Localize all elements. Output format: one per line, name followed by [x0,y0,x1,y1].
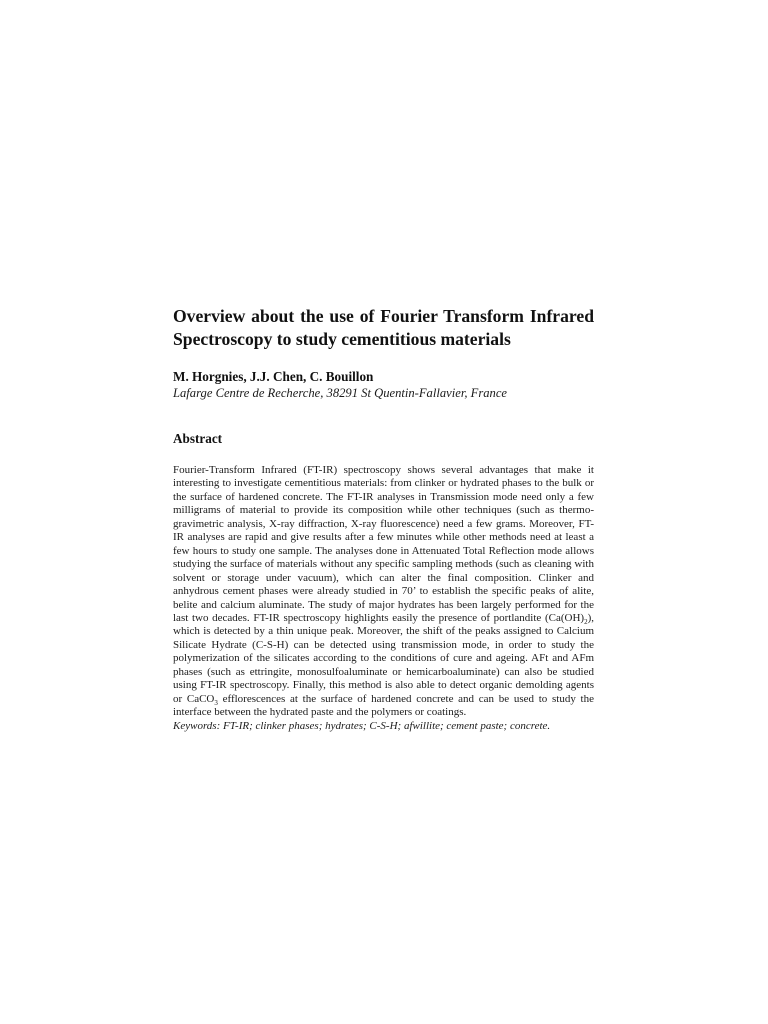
abstract-subscript-2: 2 [584,618,588,627]
keywords: Keywords: FT-IR; clinker phases; hydrates; C-S-H; afwillite; cement paste; concrete. [173,719,551,732]
paper-page [173,305,594,733]
abstract-heading: Abstract [173,431,223,446]
paper-affiliation: Lafarge Centre de Recherche, 38291 St Quentin-Fallavier, France [173,386,507,400]
paper-authors: M. Horgnies, J.J. Chen, C. Bouillon [173,369,374,384]
abstract-text [173,464,594,720]
abstract-text-part-2: ), which is detected by a thin unique peak. Moreover, the shift of the peaks assigned to Calcium Silicate Hydrate (C-S-H) can be detected using transmission mode, in order to study the polymerization of the silicates according to the conditions of cure and ageing. AFt and AFm phases (such as ettringite, monosulfoaluminate or hemicarboaluminate) can also be studied using FT-IR spectroscopy. Finally, this method is also able to detect organic demolding agents or CaCO [173,611,594,705]
paper-title: Overview about the use of Fourier Transform Infrared Spectroscopy to study cementitious materials [173,306,594,349]
abstract-text-part-1: Fourier-Transform Infrared (FT-IR) spectroscopy shows several advantages that make it interesting to investigate cementitious materials: from clinker or hydrated phases to the bulk or the surface of hardened concrete. The FT-IR analyses in Transmission mode need only a few milligrams of material to provide its composition while other techniques (such as thermo-gravimetric analysis, X-ray diffraction, X-ray fluorescence) need a few grams. Moreover, FT-IR analyses are rapid and give results after a few minutes while other methods need at least a few hours to study one sample. The analyses done in Attenuated Total Reflection mode allows studying the surface of materials without any specific sampling methods (such as cleaning with solvent or storage under vacuum), which can alter the final composition. Clinker and anhydrous cement phases were already studied in 70’ to establish the specific peaks of alite, belite and calcium aluminate. The study of major hydrates has been largely performed for the last two decades. FT-IR spectroscopy highlights easily the presence of portlandite (Ca(OH) [173,464,594,624]
abstract-subscript-3: 3 [214,698,218,707]
abstract-text-part-3: efflorescences at the surface of hardened concrete and can be used to study the interface between the hydrated paste and the polymers or coatings. [173,692,594,719]
